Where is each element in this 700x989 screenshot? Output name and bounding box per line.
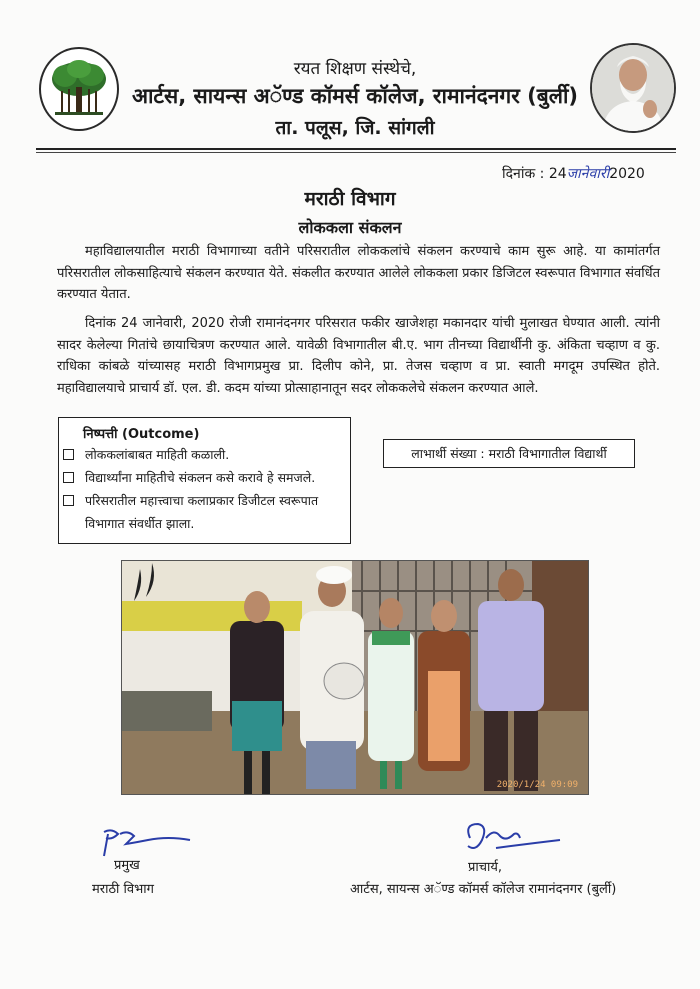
hod-role: प्रमुख: [114, 858, 140, 873]
outcome-item-text: परिसरातील महात्त्वाचा कलाप्रकार डिजीटल स्वरूपात विभागात संवर्धीत झाला.: [85, 493, 319, 531]
header-rule-thick: [36, 148, 676, 150]
list-item: [63, 489, 345, 535]
date-month-handwritten: जानेवारी: [566, 166, 610, 182]
list-item: [63, 443, 345, 466]
banyan-tree-icon: [41, 49, 117, 129]
group-photo-illustration: [122, 561, 588, 794]
society-logo: [39, 47, 119, 131]
body-paragraph: दिनांक 24 जानेवारी, 2020 रोजी रामानंदनगर परिसरात फकीर खाजेशहा मकानदार यांची मुलाखत घेण्यात आली. त्यांनी सादर केलेल्या गितांचे छायाचित्रण करण्यात आले. यावेळी विभागातील बी.ए. भाग तीनच्या विद्यार्थीनी कु. अंकिता चव्हाण व कु. राधिका कांबळे यांच्यासह मराठी विभागप्रमुख प्रा. दिलीप कोने, प्रा. तेजस चव्हाण व प्रा. स्वाती मगदूम उपस्थित होते. महाविद्यालयाचे प्राचार्य डॉ. एल. डी. कदम यांच्या प्रोत्साहानातून सदर लोककलेचे संकलन करण्यात आले.: [57, 316, 660, 396]
principal-college: आर्टस, सायन्स अॅण्ड कॉमर्स कॉलेज रामानंदनगर (बुर्ली): [350, 882, 617, 897]
document-date: [502, 164, 645, 183]
college-name: आर्टस, सायन्स अॅण्ड कॉमर्स कॉलेज, रामानंदनगर (बुर्ली): [131, 84, 579, 108]
outcome-box: [58, 417, 351, 544]
society-name: रयत शिक्षण संस्थेचे,: [293, 59, 417, 79]
date-label: दिनांक :: [502, 166, 545, 182]
department-title: मराठी विभाग: [304, 188, 396, 210]
date-day: 24: [548, 166, 567, 182]
outcome-list: [63, 443, 345, 535]
college-address: ता. पलूस, जि. सांगली: [275, 117, 435, 139]
principal-role: प्राचार्य,: [468, 860, 503, 875]
hod-department: मराठी विभाग: [92, 882, 154, 897]
outcome-item-text: विद्यार्थ्यांना माहितीचे संकलन कसे करावे हे समजले.: [85, 470, 316, 485]
event-photo: [121, 560, 589, 795]
checkbox-icon: [63, 472, 74, 483]
checkbox-icon: [63, 495, 74, 506]
principal-signature: [456, 818, 566, 858]
body-paragraph: महाविद्यालयातील मराठी विभागाच्या वतीने परिसरातील लोककलांचे संकलन करण्याचे काम सुरू आहे. या कामांतर्गत परिसरातील लोकसाहित्याचे संकलन करण्यात येते. संकलीत करण्यात आलेले लोककला प्रकार डिजिटल स्वरूपात विभागात संवर्धित करण्यात येतात.: [57, 244, 660, 302]
founder-portrait: [590, 43, 676, 133]
header-rule-thin: [36, 152, 676, 153]
checkbox-icon: [63, 449, 74, 460]
portrait-photo: [592, 45, 674, 131]
hod-signature: [98, 826, 198, 860]
outcome-title: निष्पत्ती (Outcome): [83, 427, 200, 442]
outcome-item-text: लोककलांबाबत माहिती कळाली.: [85, 447, 230, 462]
list-item: [63, 466, 345, 489]
date-year: 2020: [609, 166, 645, 182]
subject-title: लोककला संकलन: [298, 218, 402, 237]
beneficiaries-box: लाभार्थी संख्या : मराठी विभागातील विद्यार्थी: [383, 439, 635, 468]
photo-timestamp: 2020/1/24 09:09: [496, 780, 578, 790]
